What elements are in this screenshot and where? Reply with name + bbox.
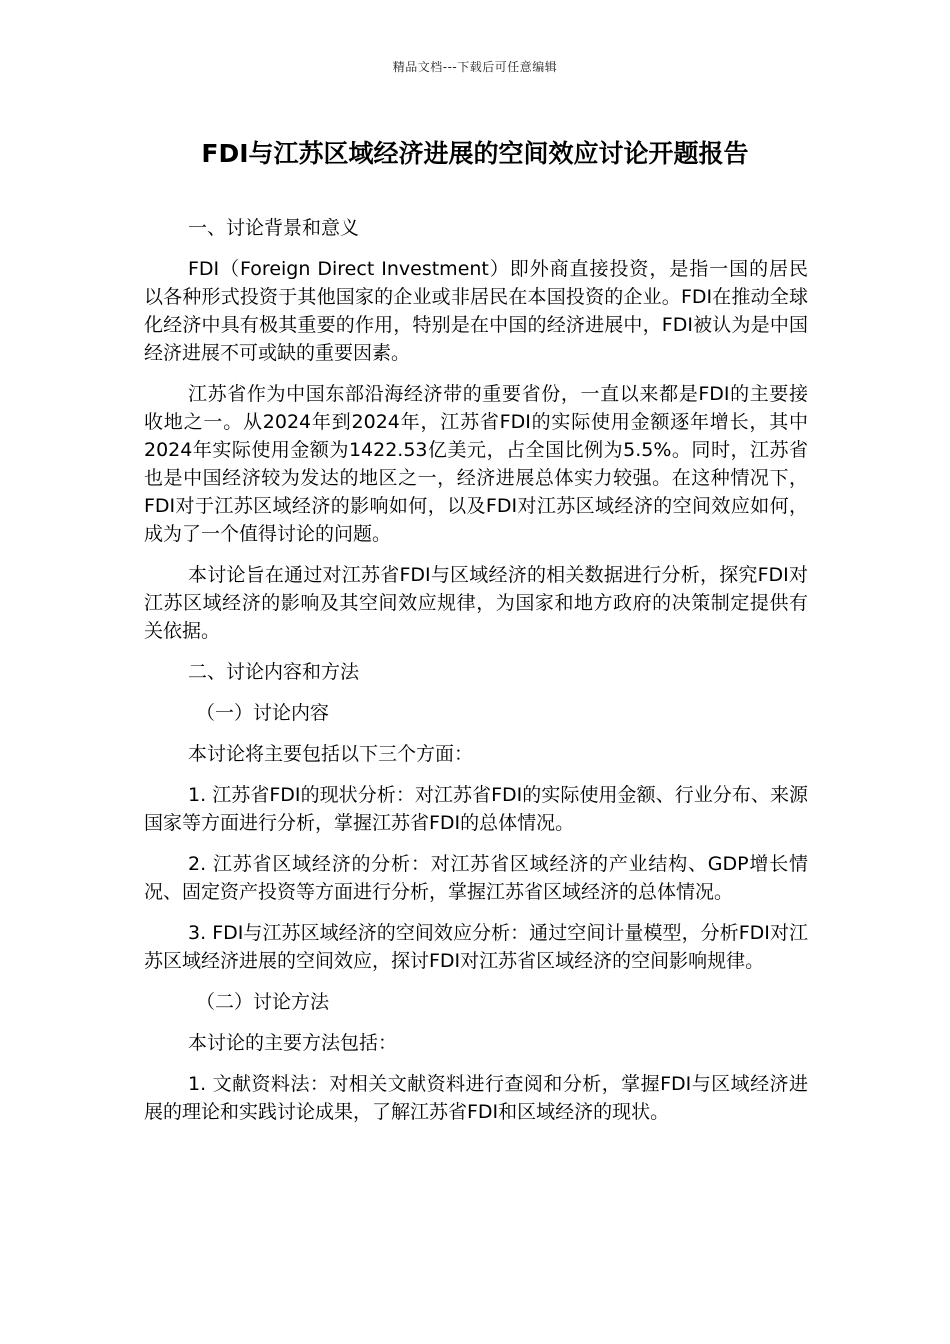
subsection-heading: （二）讨论方法 [196,991,330,1013]
subsection-heading: （一）讨论内容 [196,702,330,724]
header-note: 精品文档---下载后可任意编辑 [392,60,558,74]
body-paragraph: FDI（Foreign Direct Investment）即外商直接投资，是指一国的居民以各种形式投资于其他国家的企业或非居民在本国投资的企业。FDI在推动全球化经济中具有极其重要的作用，特别是在中国的经济进展中，FDI被认为是中国经济进展不可或缺的重要因素。 [144,258,808,364]
list-item: 1. 江苏省FDI的现状分析：对江苏省FDI的实际使用金额、行业分布、来源国家等方面进行分析，掌握江苏省FDI的总体情况。 [144,784,808,834]
body-paragraph: 江苏省作为中国东部沿海经济带的重要省份，一直以来都是FDI的主要接收地之一。从2024年到2024年，江苏省FDI的实际使用金额逐年增长，其中2024年实际使用金额为1422.53亿美元，占全国比例为5.5%。同时，江苏省也是中国经济较为发达的地区之一，经济进展总体实力较强。在这种情况下，FDI对于江苏区域经济的影响如何，以及FDI对江苏区域经济的空间效应如何，成为了一个值得讨论的问题。 [144,383,808,545]
document-title: FDI与江苏区域经济进展的空间效应讨论开题报告 [201,139,749,168]
document-body [144,214,808,1139]
body-paragraph: 本讨论将主要包括以下三个方面： [188,743,474,765]
body-paragraph: 本讨论旨在通过对江苏省FDI与区域经济的相关数据进行分析，探究FDI对江苏区域经济的影响及其空间效应规律，为国家和地方政府的决策制定提供有关依据。 [144,564,808,642]
section-heading: 二、讨论内容和方法 [188,661,360,683]
list-item: 2. 江苏省区域经济的分析：对江苏省区域经济的产业结构、GDP增长情况、固定资产投资等方面进行分析，掌握江苏省区域经济的总体情况。 [144,853,808,903]
list-item: 1. 文献资料法：对相关文献资料进行查阅和分析，掌握FDI与区域经济进展的理论和实践讨论成果，了解江苏省FDI和区域经济的现状。 [144,1073,808,1123]
body-paragraph: 本讨论的主要方法包括： [188,1032,398,1054]
section-heading: 一、讨论背景和意义 [188,217,360,239]
list-item: 3. FDI与江苏区域经济的空间效应分析：通过空间计量模型，分析FDI对江苏区域经济进展的空间效应，探讨FDI对江苏省区域经济的空间影响规律。 [144,922,808,972]
